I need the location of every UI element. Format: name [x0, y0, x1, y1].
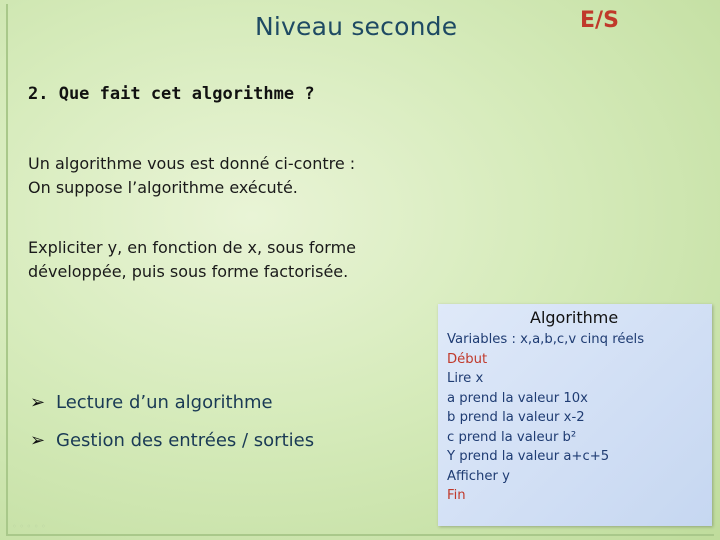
bullet-label: Gestion des entrées / sorties	[56, 429, 315, 451]
bullet-label: Lecture d’un algorithme	[56, 391, 273, 413]
algorithm-code	[447, 330, 644, 506]
algorithm-line: Lire x	[447, 371, 484, 386]
algorithm-line: a prend la valeur 10x	[447, 390, 588, 406]
intro-paragraph	[28, 152, 355, 200]
topic-tag: E/S	[580, 8, 619, 33]
arrow-bullet-icon: ➢	[30, 429, 46, 451]
algorithm-line: Afficher y	[447, 468, 510, 484]
algorithm-line: Fin	[447, 488, 466, 503]
algorithm-line: Y prend la valeur a+c+5	[447, 449, 610, 464]
intro-line-1: Un algorithme vous est donné ci-contre :	[28, 154, 356, 173]
objectives-list	[30, 388, 314, 464]
algorithm-line: b prend la valeur x-2	[447, 410, 585, 425]
footer-decoration: ◦ ◦ ◦ ◦ ◦	[12, 522, 46, 531]
algorithm-line: Variables : x,a,b,c,v cinq réels	[447, 332, 645, 347]
task-paragraph	[28, 236, 356, 284]
slide-title: Niveau seconde	[255, 12, 458, 41]
algorithm-line: Début	[447, 351, 488, 367]
task-line-2: développée, puis sous forme factorisée.	[28, 262, 349, 281]
intro-line-2: On suppose l’algorithme exécuté.	[28, 178, 298, 197]
task-line-1: Expliciter y, en fonction de x, sous forme	[28, 238, 357, 257]
arrow-bullet-icon: ➢	[30, 391, 46, 413]
algorithm-box	[438, 304, 712, 526]
list-item	[30, 388, 314, 416]
list-item	[30, 426, 314, 454]
algorithm-line: c prend la valeur b²	[447, 429, 577, 445]
algorithm-title: Algorithme	[530, 308, 619, 327]
question-heading: 2. Que fait cet algorithme ?	[28, 84, 315, 104]
